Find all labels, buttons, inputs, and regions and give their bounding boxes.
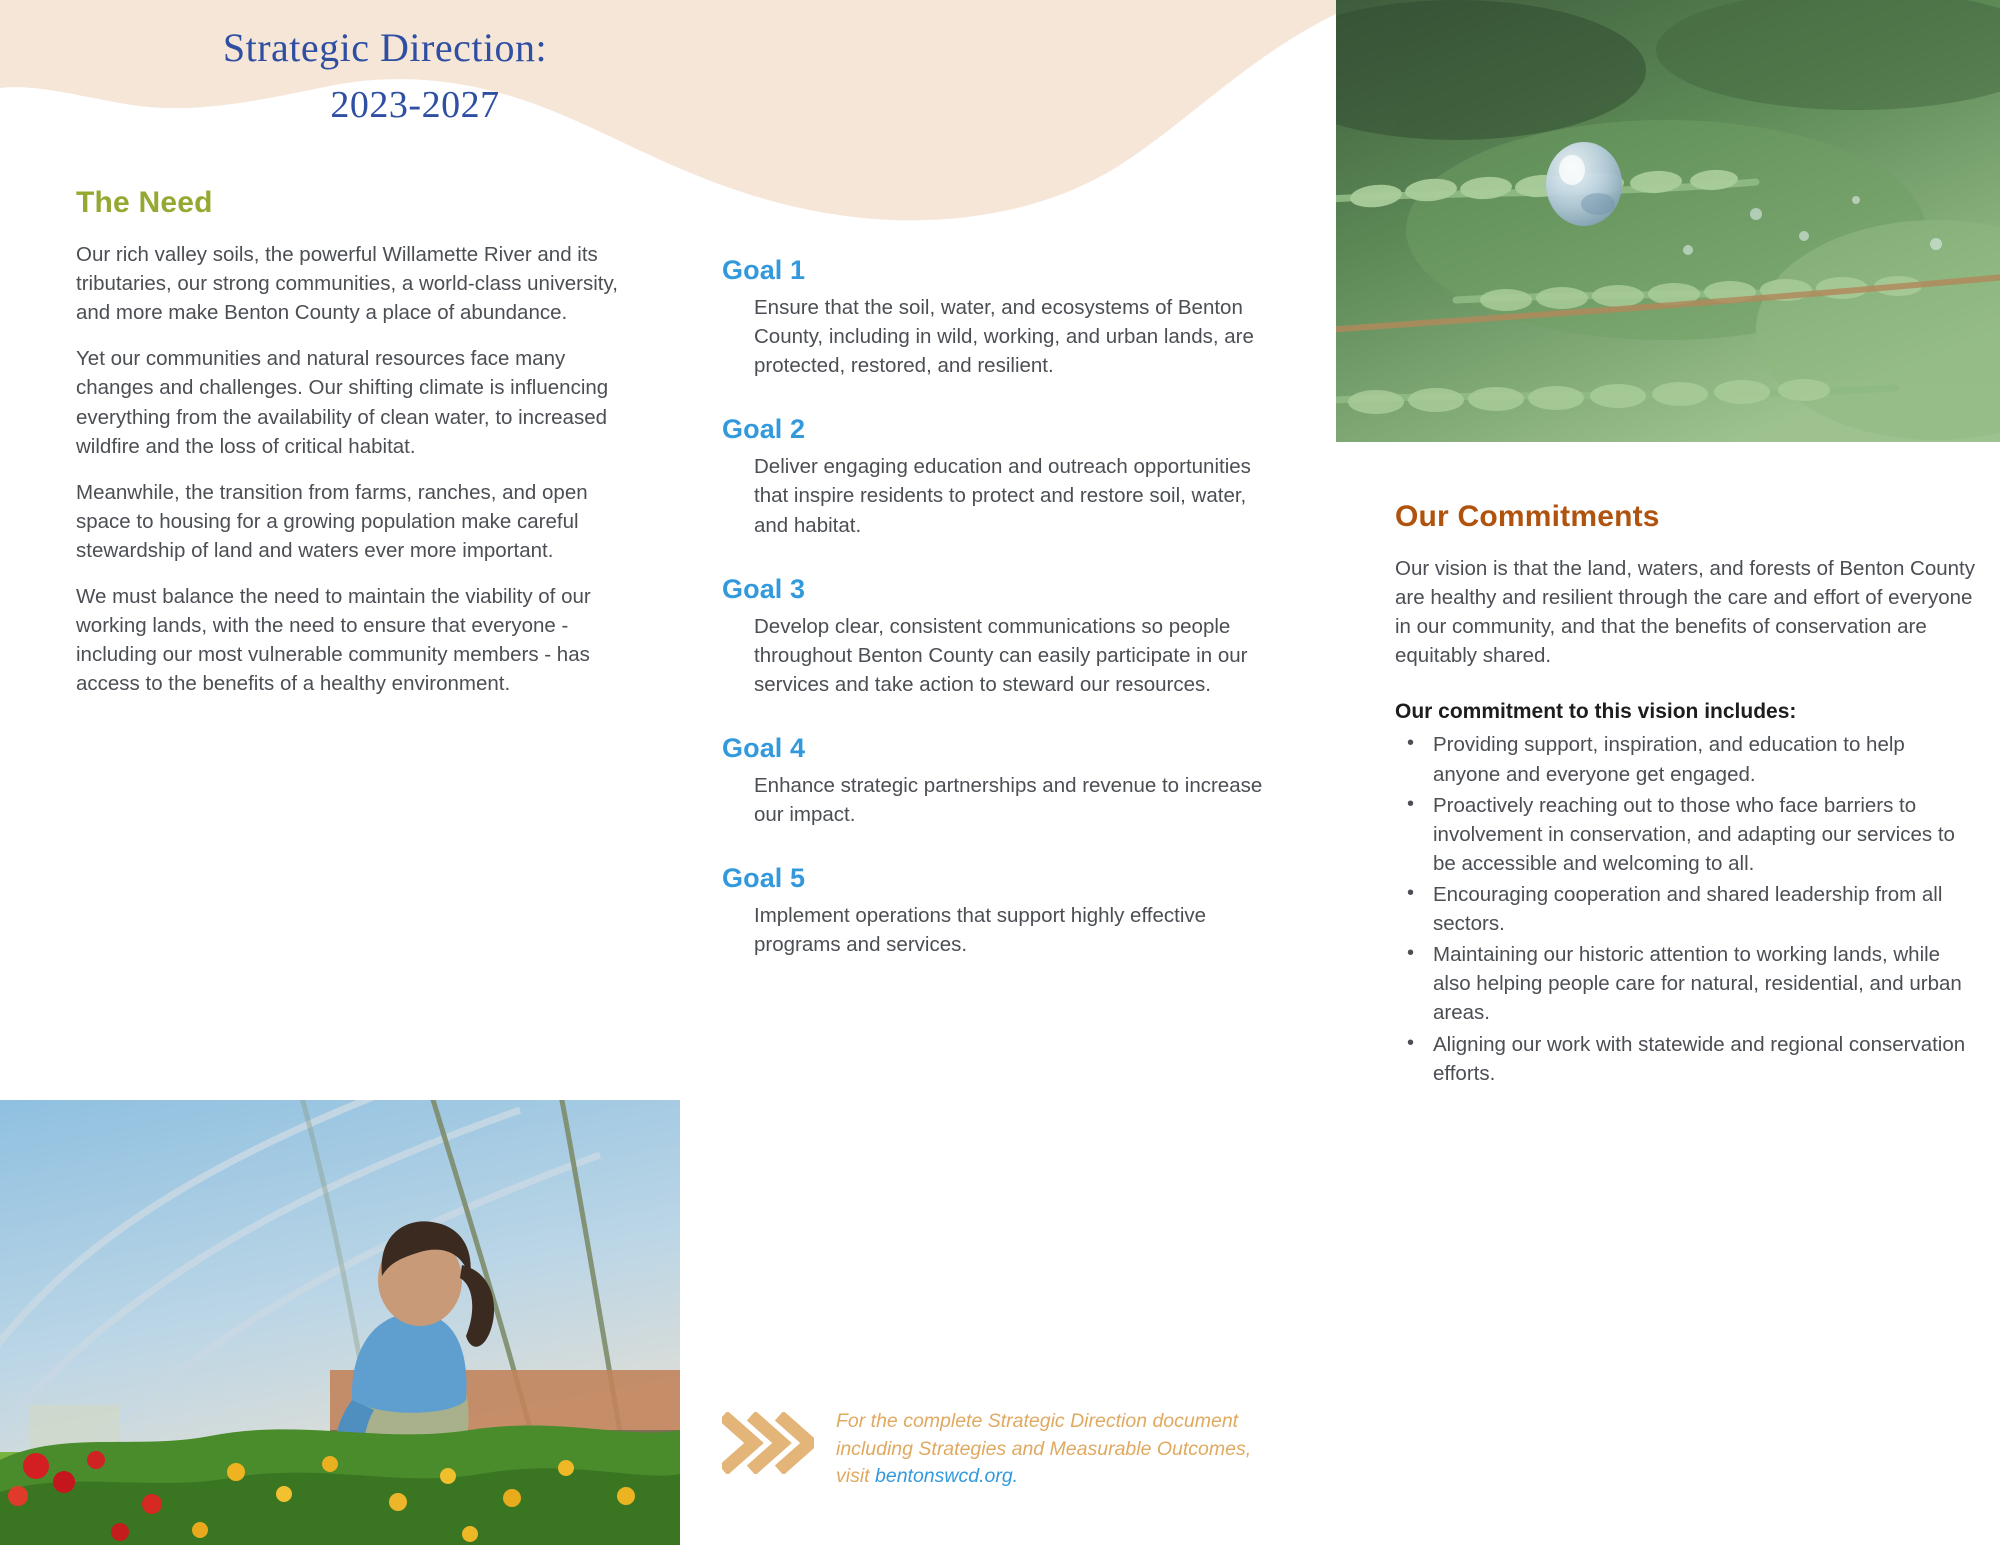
triple-chevron-right-icon	[722, 1408, 814, 1479]
title-line-2: 2023-2027	[330, 84, 500, 127]
list-item: • Providing support, inspiration, and education to help anyone and everyone get engaged.	[1395, 730, 1975, 788]
vision-statement: Our vision is that the land, waters, and forests of Benton County are healthy and resilient through the care and effort of everyone in our community, and that the benefits of conservation are equitably shared.	[1395, 557, 1976, 668]
callout-sentence: For the complete Strategic Direction document including Strategies and Measurable Outcomes, visit	[836, 1410, 1252, 1488]
title-line-1: Strategic Direction:	[222, 25, 548, 70]
commitment-list	[1395, 730, 1975, 1087]
goal-text: Develop clear, consistent communications so people throughout Benton County can easily participate in our services and take action to steward our resources.	[754, 614, 1248, 696]
page-title	[120, 22, 650, 131]
section-heading-the-need: The Need	[76, 186, 213, 219]
goals-section	[722, 255, 1282, 993]
list-item: • Encouraging cooperation and shared leadership from all sectors.	[1395, 880, 1975, 938]
goal-title: Goal 3	[722, 573, 806, 604]
goal-title: Goal 2	[722, 414, 806, 445]
goal-block	[722, 863, 1282, 959]
goal-title: Goal 1	[722, 255, 806, 285]
need-paragraph: Yet our communities and natural resources face many changes and challenges. Our shifting climate is influencing everything from the availability of clean water, to increased wildfire and the loss of critical habitat.	[76, 347, 609, 458]
cedar-foliage-photo	[1336, 0, 2000, 442]
list-item: • Proactively reaching out to those who face barriers to involvement in conservation, and adapting our services to be accessible and welcoming to all.	[1395, 791, 1975, 878]
commitment-list-heading: Our commitment to this vision includes:	[1395, 700, 1797, 724]
list-item: • Maintaining our historic attention to working lands, while also helping people care for natural, residential, and urban areas.	[1395, 940, 1975, 1027]
section-heading-our-commitments: Our Commitments	[1395, 500, 1660, 533]
goal-title: Goal 5	[722, 863, 806, 894]
goal-block	[722, 414, 1282, 539]
callout-strategic-direction-document	[722, 1408, 1282, 1491]
goal-text: Ensure that the soil, water, and ecosystems of Benton County, including in wild, working, and urban lands, are protected, restored, and resilient.	[754, 296, 1254, 378]
goal-text: Enhance strategic partnerships and revenue to increase our impact.	[754, 773, 1263, 827]
goal-block	[722, 574, 1282, 699]
goal-text: Deliver engaging education and outreach opportunities that inspire residents to protect and restore soil, water, and habitat.	[754, 455, 1251, 537]
goal-text: Implement operations that support highly effective programs and services.	[754, 904, 1207, 957]
goal-block	[722, 733, 1282, 829]
callout-text	[836, 1408, 1282, 1491]
need-paragraph: Our rich valley soils, the powerful Willamette River and its tributaries, our strong communities, a world-class university, and more make Benton County a place of abundance.	[76, 243, 618, 325]
callout-link[interactable]: bentonswcd.org.	[875, 1465, 1019, 1488]
greenhouse-photo	[0, 1100, 680, 1545]
our-commitments-section	[1395, 500, 1975, 1090]
need-paragraph: Meanwhile, the transition from farms, ranches, and open space to housing for a growing population make careful stewardship of land and waters ever more important.	[76, 480, 588, 562]
need-paragraph: We must balance the need to maintain the viability of our working lands, with the need to ensure that everyone - including our most vulnerable community members - has access to the benefits of a healthy environment.	[76, 585, 591, 696]
goal-block	[722, 255, 1282, 380]
water-droplet	[1546, 142, 1622, 226]
list-item: • Aligning our work with statewide and regional conservation efforts.	[1395, 1030, 1975, 1088]
goal-title: Goal 4	[722, 732, 806, 763]
the-need-section	[76, 186, 622, 699]
